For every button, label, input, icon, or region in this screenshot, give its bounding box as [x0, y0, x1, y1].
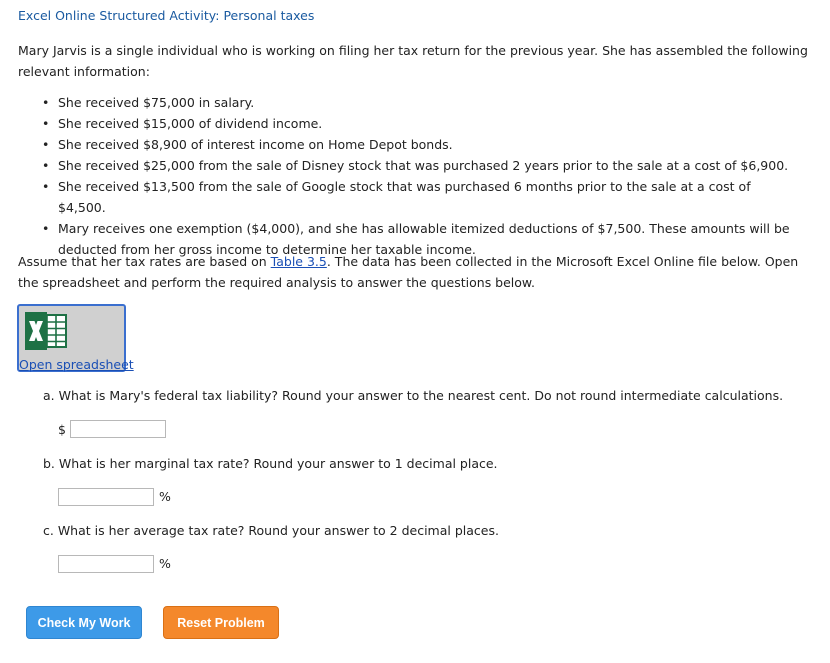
list-item: • Mary receives one exemption ($4,000), and she has allowable itemized deductions of $7,500. These amounts will be deducted from her gross income to determine her taxable income.	[58, 218, 798, 260]
list-item: • She received $15,000 of dividend income.	[58, 113, 798, 134]
intro-paragraph: Mary Jarvis is a single individual who is working on filing her tax return for the previous year. She has assembled the following relevant information:	[18, 43, 808, 79]
average-rate-input[interactable]	[58, 555, 154, 573]
percent-sign: %	[159, 489, 171, 504]
question-a-text: a. What is Mary's federal tax liability? Round your answer to the nearest cent. Do not round intermediate calculations.	[43, 388, 784, 403]
list-item: • She received $13,500 from the sale of Google stock that was purchased 6 months prior to the sale at a cost of $4,500.	[58, 176, 798, 218]
list-item: • She received $8,900 of interest income on Home Depot bonds.	[58, 134, 798, 155]
percent-sign: %	[159, 556, 171, 571]
info-list	[58, 92, 798, 260]
tax-liability-input[interactable]	[70, 420, 166, 438]
assumption-paragraph	[18, 251, 818, 293]
question-b-text: b. What is her marginal tax rate? Round your answer to 1 decimal place.	[43, 456, 498, 471]
dollar-sign: $	[58, 422, 66, 437]
open-spreadsheet-link[interactable]: Open spreadsheet	[19, 357, 134, 372]
assumption-text-start: Assume that her tax rates are based on	[18, 254, 271, 269]
check-my-work-button[interactable]: Check My Work	[26, 606, 142, 639]
activity-title: Excel Online Structured Activity: Personal taxes	[18, 8, 315, 23]
question-c-text: c. What is her average tax rate? Round your answer to 2 decimal places.	[43, 523, 499, 538]
marginal-rate-input[interactable]	[58, 488, 154, 506]
reset-problem-button[interactable]: Reset Problem	[163, 606, 279, 639]
list-item: • She received $25,000 from the sale of Disney stock that was purchased 2 years prior to the sale at a cost of $6,900.	[58, 155, 798, 176]
open-spreadsheet-button[interactable]	[17, 304, 134, 372]
assumption-text-end: . The data has been collected in the Microsoft Excel Online file below. Open the spreadsheet and perform the required analysis to answer the questions below.	[18, 254, 799, 290]
excel-icon	[25, 312, 67, 350]
table-3-5-link[interactable]: Table 3.5	[270, 254, 327, 269]
list-item: • She received $75,000 in salary.	[58, 92, 798, 113]
